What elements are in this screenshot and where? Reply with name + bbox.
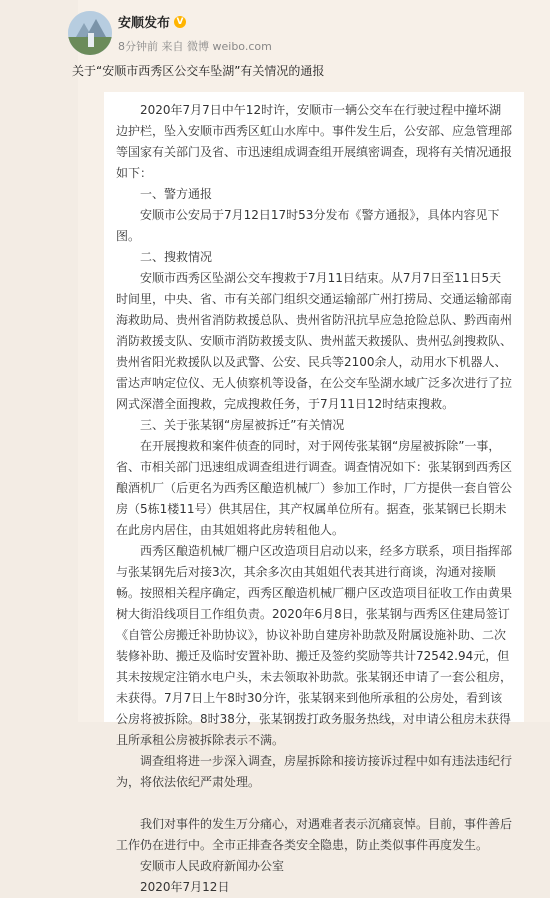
- account-avatar[interactable]: [68, 11, 112, 55]
- article-signature: 安顺市人民政府新闻办公室: [140, 859, 285, 873]
- account-name-row[interactable]: [118, 12, 186, 31]
- article-paragraph: 安顺市西秀区坠湖公交车搜救于7月11日结束。从7月7日至11日5天时间里，中央、省、市有关部门组织交通运输部广州打捞局、交通运输部南海救助局、贵州省消防救援总队、贵州省防汛抗旱应急抢险总队、黔西南州消防救援支队、安顺市消防救援支队、贵州蓝天救援队、贵州弘剑搜救队、贵州省阳光救援队以及武警、公安、民兵等2100余人，动用水下机器人、雷达声呐定位仪、无人侦察机等设备，在公交车坠湖水域广泛多次进行了拉网式深潜全面搜救，完成搜救任务，于7月11日12时结束搜救。: [116, 271, 513, 411]
- post-source: 微博 weibo.com: [187, 40, 272, 53]
- article-paragraph: 在开展搜救和案件侦查的同时，对于网传张某钢“房屋被拆除”一事，省、市相关部门迅速组成调查组进行调查。调查情况如下：张某钢到西秀区酿酒机厂（后更名为西秀区酿造机械厂）参加工作时，厂方提供一套自管公房（5栋1楼11号）供其居住，其产权属单位所有。据查，张某钢已长期未在此房内居住，由其姐姐将此房转租他人。: [116, 439, 513, 537]
- verified-badge-icon: V: [174, 16, 186, 28]
- article-paragraph: 安顺市公安局于7月12日17时53分发布《警方通报》，具体内容见下图。: [116, 208, 500, 243]
- article-paragraph: 2020年7月7日中午12时许，安顺市一辆公交车在行驶过程中撞坏湖边护栏，坠入安顺市西秀区虹山水库中。事件发生后，公安部、应急管理部等国家有关部门及省、市迅速组成调查组开展缜密调查，现将有关情况通报如下：: [116, 103, 513, 180]
- article-heading: 一、警方通报: [140, 187, 213, 201]
- account-name[interactable]: 安顺发布: [118, 16, 171, 31]
- post-time[interactable]: 8分钟前: [118, 40, 158, 53]
- article-heading: 二、搜救情况: [140, 250, 213, 264]
- article-date: 2020年7月12日: [140, 880, 230, 894]
- avatar-image-icon: [68, 11, 112, 55]
- article-paragraph: 西秀区酿造机械厂棚户区改造项目启动以来，经多方联系，项目指挥部与张某钢先后对接3次，其余多次由其姐姐代表其进行商谈，沟通对接顺畅。按照相关程序确定，西秀区酿造机械厂棚户区改造项目征收工作由黄果树大街沿线项目工作组负责。2020年6月8日，张某钢与西秀区住建局签订《自管公房搬迁补助协议》，协议补助自建房补助款及附属设施补助、二次装修补助、搬迁及临时安置补助、搬迁及签约奖励等共计72542.94元，但其未按规定注销水电户头，未去领取补助款。张某钢还申请了一套公租房，未获得。7月7日上午8时30分许，张某钢来到他所承租的公房处，看到该公房将被拆除。8时38分，张某钢拨打政务服务热线，对申请公租房未获得且所承租公房被拆除表示不满。: [116, 544, 513, 747]
- post-title: 关于“安顺市西秀区公交车坠湖”有关情况的通报: [72, 64, 325, 78]
- article-paragraph: 调查组将进一步深入调查，房屋拆除和接访接诉过程中如有违法违纪行为，将依法依纪严肃处理。: [116, 754, 513, 789]
- article-paragraph: 我们对事件的发生万分痛心，对遇难者表示沉痛哀悼。目前，事件善后工作仍在进行中。全市正排查各类安全隐患，防止类似事件再度发生。: [116, 817, 513, 852]
- notice-image[interactable]: [104, 92, 524, 894]
- post-source-prefix: 来自: [161, 40, 184, 53]
- post-meta: [118, 38, 272, 54]
- article-heading: 三、关于张某钢“房屋被拆迁”有关情况: [140, 418, 345, 432]
